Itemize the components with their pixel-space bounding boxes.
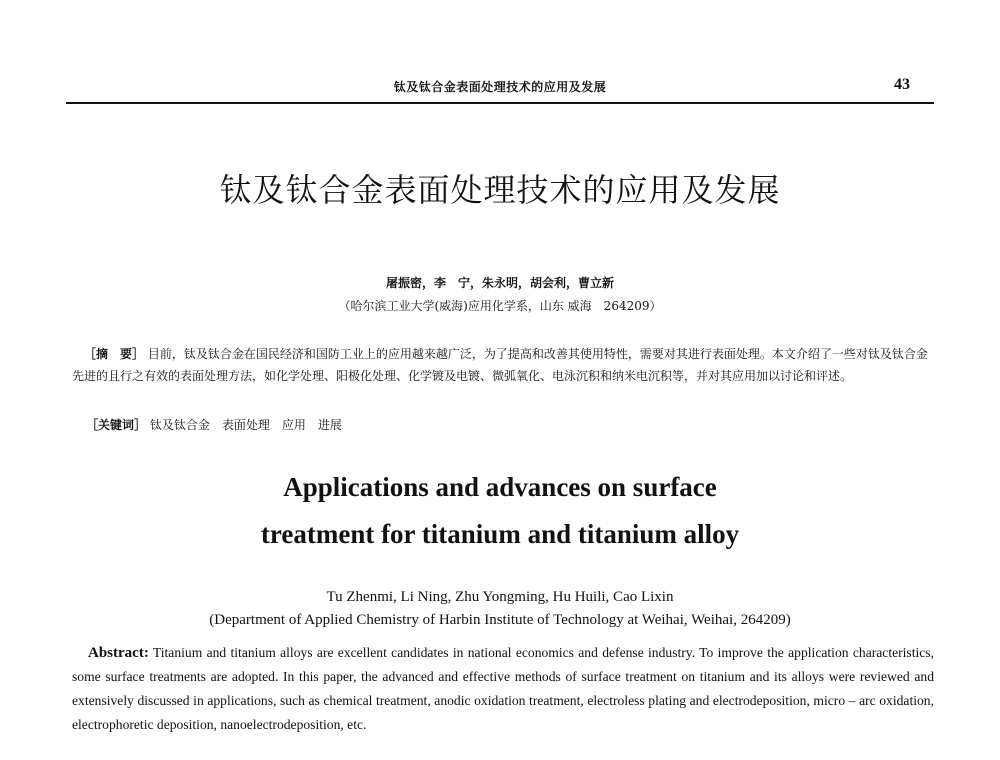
chinese-keywords-label: ［关键词］ bbox=[86, 418, 147, 432]
chinese-abstract bbox=[72, 343, 934, 387]
running-head-title: 钛及钛合金表面处理技术的应用及发展 bbox=[393, 80, 607, 94]
chinese-abstract-label: ［摘 要］ bbox=[84, 347, 145, 361]
english-affiliation: (Department of Applied Chemistry of Harbin Institute of Technology at Weihai, Weihai, 264209) bbox=[209, 612, 791, 628]
chinese-affiliation: （哈尔滨工业大学(威海)应用化学系，山东 威海 264209） bbox=[338, 299, 662, 313]
english-abstract-text: Titanium and titanium alloys are excellent candidates in national economics and defense industry. To improve the application characteristics, some surface treatments are adopted. In this paper, the advanced and effective methods of surface treatment on titanium and its alloys were reviewed and extensively discussed in applications, such as chemical treatment, anodic oxidation treatment, electroless plating and electrodeposition, micro – arc oxidation, electrophoretic deposition, nanoelectrodeposition, etc. bbox=[72, 645, 934, 732]
english-authors: Tu Zhenmi, Li Ning, Zhu Yongming, Hu Huili, Cao Lixin bbox=[326, 589, 674, 605]
english-abstract bbox=[72, 641, 934, 737]
page-number: 43 bbox=[894, 76, 910, 93]
chinese-abstract-text: 目前，钛及钛合金在国民经济和国防工业上的应用越来越广泛，为了提高和改善其使用特性，需要对其进行表面处理。本文介绍了一些对钛及钛合金先进的且行之有效的表面处理方法，如化学处理、阳极化处理、化学镀及电镀、微弧氧化、电泳沉积和纳米电沉积等，并对其应用加以讨论和评述。 bbox=[72, 347, 928, 383]
chinese-title: 钛及钛合金表面处理技术的应用及发展 bbox=[219, 171, 781, 209]
english-abstract-label: Abstract: bbox=[88, 645, 149, 661]
chinese-keywords-text: 钛及钛合金 表面处理 应用 进展 bbox=[149, 418, 342, 432]
english-title-line-2: treatment for titanium and titanium alloy bbox=[260, 519, 740, 549]
chinese-keywords bbox=[86, 416, 342, 433]
chinese-authors: 屠振密，李 宁，朱永明，胡会利，曹立新 bbox=[385, 276, 614, 290]
english-title-line-1: Applications and advances on surface bbox=[283, 472, 717, 502]
header-rule bbox=[66, 102, 934, 104]
